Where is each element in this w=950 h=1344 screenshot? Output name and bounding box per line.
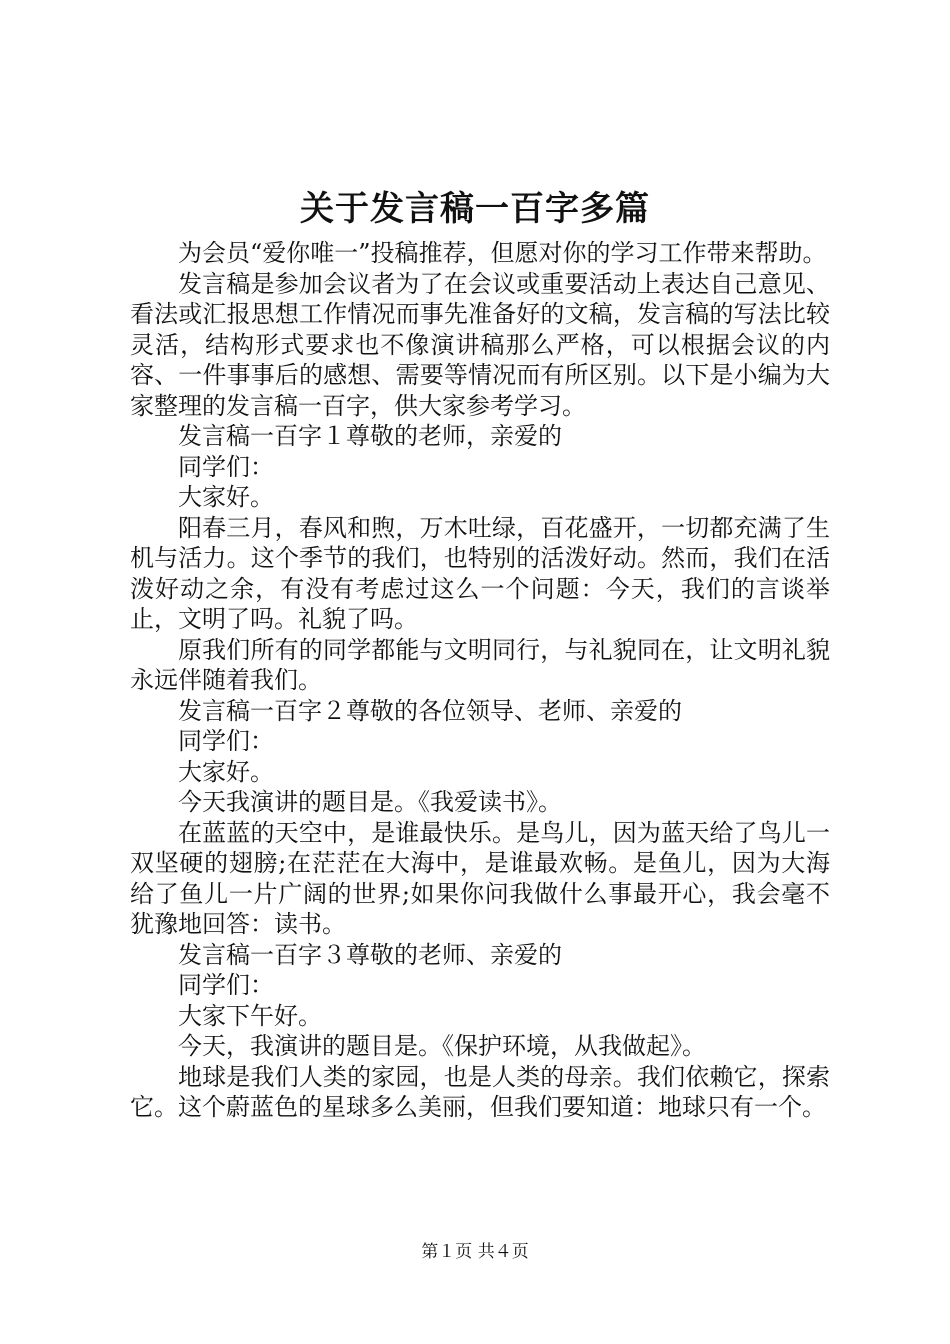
speech-1-addressee: 同学们：	[178, 452, 274, 481]
paragraph-definition: 发言稿是参加会议者为了在会议或重要活动上表达自己意见、看法或汇报思想工作情况而事先准备好的文稿，发言稿的写法比较灵活，结构形式要求也不像演讲稿那么严格，可以根据会议的内容、一件事事后的感想、需要等情况而有所区别。以下是小编为大家整理的发言稿一百字，供大家参考学习。	[130, 269, 830, 420]
speech-3-addressee: 同学们：	[178, 971, 274, 999]
speech-2-body: 在蓝蓝的天空中，是谁最快乐。是鸟儿，因为蓝天给了鸟儿一双坚硬的翅膀;在茫茫在大海中，是谁最欢畅。是鱼儿，因为大海给了鱼儿一片广阔的世界;如果你问我做什么事最开心，我会毫不犹豫地回答：读书。	[130, 818, 830, 938]
speech-1-body: 阳春三月，春风和煦，万木吐绿，百花盛开，一切都充满了生机与活力。这个季节的我们，也特别的活泼好动。然而，我们在活泼好动之余，有没有考虑过这么一个问题：今天，我们的言谈举止，文明了吗。礼貌了吗。	[130, 513, 830, 633]
speech-3-greeting: 大家下午好。	[178, 1001, 322, 1030]
speech-2-topic: 今天我演讲的题目是。《我爱读书》。	[178, 788, 562, 816]
speech-2-greeting: 大家好。	[178, 757, 274, 786]
page-footer: 第１页 共４页	[421, 1242, 529, 1262]
document-body	[130, 238, 830, 1123]
speech-1-closing: 原我们所有的同学都能与文明同行，与礼貌同在，让文明礼貌永远伴随着我们。	[130, 635, 830, 694]
speech-2-addressee: 同学们：	[178, 727, 274, 755]
speech-3-body: 地球是我们人类的家园，也是人类的母亲。我们依赖它，探索它。这个蔚蓝色的星球多么美丽，但我们要知道：地球只有一个。	[130, 1062, 830, 1121]
document-title: 关于发言稿一百字多篇	[300, 189, 650, 229]
paragraph-intro: 为会员“爱你唯一”投稿推荐，但愿对你的学习工作带来帮助。	[178, 239, 827, 267]
speech-2-heading: 发言稿一百字２尊敬的各位领导、老师、亲爱的	[178, 696, 682, 725]
speech-3-topic: 今天，我演讲的题目是。《保护环境，从我做起》。	[178, 1032, 706, 1060]
speech-1-greeting: 大家好。	[178, 483, 274, 511]
speech-1-heading: 发言稿一百字１尊敬的老师，亲爱的	[178, 422, 562, 450]
speech-3-heading: 发言稿一百字３尊敬的老师、亲爱的	[178, 940, 562, 969]
